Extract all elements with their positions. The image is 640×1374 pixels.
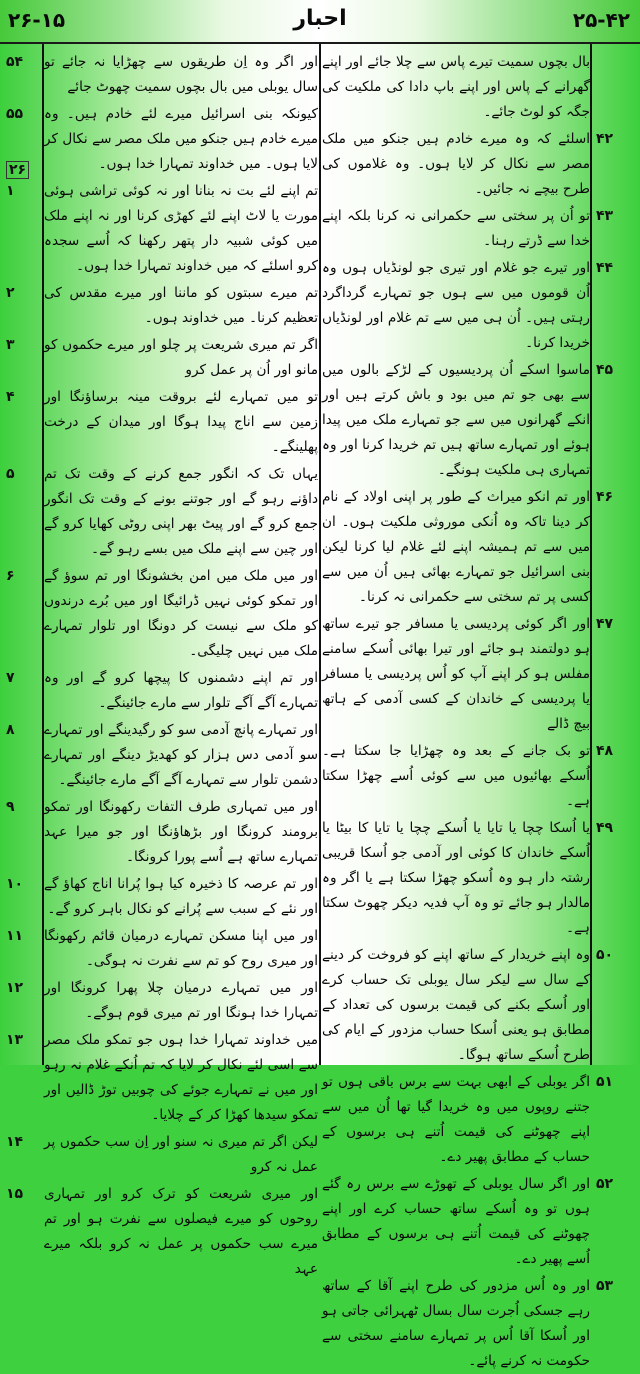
verse-number: ۱۴ [6,1134,24,1150]
verse-text: یہاں تک کہ انگور جمع کرنے کے وقت تک تم داؤنے رہو گے اور جوتنے بونے کے وقت تک انگور جمع کرو گے اور پیٹ بھر اپنی روٹی کھایا کرو گے اور چین سے اپنے ملک میں بسے رہو گے۔ [44,466,318,557]
verse-text: اور میں اپنا مسکن تمہارے درمیان قائم رکھونگا اور میری روح کو تم سے نفرت نہ ہوگی۔ [44,928,318,969]
verse-text: اور تم اپنے دشمنوں کا پیچھا کرو گے اور وہ تمہارے آگے آگے تلوار سے مارے جائینگے۔ [44,670,318,711]
verse-number: ۵۱ [596,1074,614,1090]
verse-number: ۴۹ [596,820,614,836]
verse-text: بال بچوں سمیت تیرے پاس سے چلا جائے اور اپنے گھرانے کے پاس اور اپنے باپ دادا کی ملکیت کی جگہ کو لوٹ جائے۔ [322,54,590,120]
verse-number: ۱ [6,183,15,199]
verse-number: ۷ [6,670,15,686]
chapter-number: ۲۶ [6,161,29,179]
verse-number: ۴۸ [596,743,614,759]
verse-text: اور میری شریعت کو ترک کرو اور تمہاری روحوں کو میرے فیصلوں سے نفرت ہو اور تم میرے سب حکموں پر عمل نہ کرو بلکہ میرے عہد [44,1186,318,1277]
verse-text: ماسوا اسکے اُن پردیسیوں کے لڑکے بالوں میں سے بھی جو تم میں بود و باش کرتے ہیں اور انکے گھرانوں میں سے جو تمہارے ملک میں پیدا ہوئے اور تمہارے ساتھ ہیں تم خریدا کرنا اور وہ تمہاری ہی ملکیت ہونگے۔ [322,362,590,478]
verse-number: ۴۲ [596,131,614,147]
verse-number: ۱۵ [6,1186,24,1202]
verse-text: اور تم انکو میراث کے طور پر اپنی اولاد کے نام کر دینا تاکہ وہ اُنکی موروثی ملکیت ہوں۔ ان میں سے تم ہمیشہ اپنے لئے غلام لیا کرنا لیکن بنی اسرائیل جو تمہارے بھائی ہیں اُن میں سے کسی پر تم سختی سے حکمرانی نہ کرنا۔ [322,489,590,605]
verse-text: اور میں تمہاری طرف التفات رکھونگا اور تمکو برومند کرونگا اور بڑھاؤنگا اور جو میرا عہد تمہارے ساتھ ہے اُسے پورا کرونگا۔ [44,799,318,865]
verse-text: اور تمہارے پانچ آدمی سو کو رگیدینگے اور تمہارے سو آدمی دس ہزار کو کھدیڑ دینگے اور تمہارے دشمن تلوار سے تمہارے آگے آگے مارے جائینگے۔ [44,722,318,788]
verse-gutter-right [590,44,640,1294]
verse-text: اور تم عرصہ کا ذخیرہ کیا ہوا پُرانا اناج کھاؤ گے اور نئے کے سبب سے پُرانے کو نکال باہر کرو گے۔ [44,876,318,917]
verse-text: اور وہ اُس مزدور کی طرح اپنے آقا کے ساتھ رہے جسکی اُجرت سال بسال ٹھہرائی جاتی ہو اور اُسکا آقا اُس پر تمہارے سامنے سختی سے حکومت نہ کرنے پائے۔ [322,1278,590,1369]
verse-number: ۶ [6,568,15,584]
page-number-right: ۲۵-۴۲ [572,8,630,32]
verse-text: تم میرے سبتوں کو ماننا اور میرے مقدس کی تعظیم کرنا۔ میں خداوند ہوں۔ [44,285,318,326]
verse-number: ۸ [6,722,15,738]
verse-number: ۴۵ [596,362,614,378]
verse-number: ۵ [6,466,15,482]
verse-text: اور میں تمہارے درمیان چلا پھرا کرونگا اور تمہارا خدا ہونگا اور تم میری قوم ہوگے۔ [44,980,318,1021]
book-title: احبار [293,6,347,31]
verse-text: میں خداوند تمہارا خدا ہوں جو تمکو ملک مصر سے اسی لئے نکال کر لایا کہ تم اُنکے غلام نہ رہو اور میں نے تمہارے جوئے کی چوبیں توڑ ڈالیں اور تمکو سیدھا کھڑا کر کے چلایا۔ [44,1032,318,1123]
verse-number: ۴۷ [596,616,614,632]
verse-text: اور میں ملک میں امن بخشونگا اور تم سوؤ گے اور تمکو کوئی نہیں ڈرائیگا اور میں بُرے درندوں کو ملک سے نیست کر دونگا اور تلوار تمہارے ملک میں نہیں چلیگی۔ [44,568,318,659]
verse-number: ۵۲ [596,1176,614,1192]
verse-text: اور اگر وہ اِن طریقوں سے چھڑایا نہ جائے تو سال یوبلی میں بال بچوں سمیت چھوٹ جائے [44,54,318,95]
verse-text: کیونکہ بنی اسرائیل میرے لئے خادم ہیں۔ وہ میرے خادم ہیں جنکو میں ملک مصر سے نکال کر لایا ہوں۔ میں خداوند تمہارا خدا ہوں۔ [44,106,318,172]
verse-number: ۱۰ [6,876,24,892]
verse-text: تو اُن پر سختی سے حکمرانی نہ کرنا بلکہ اپنے خدا سے ڈرتے رہنا۔ [322,208,590,249]
verse-gutter-left [0,44,44,1202]
verse-number: ۵۵ [6,106,24,122]
text-column-left [44,50,318,1277]
verse-text: تو بک جانے کے بعد وہ چھڑایا جا سکتا ہے۔ اُسکے بھائیوں میں سے کوئی اُسے چھڑا سکتا ہے۔ [322,743,590,809]
verse-text: اگر تم میری شریعت پر چلو اور میرے حکموں کو مانو اور اُن پر عمل کرو [44,337,318,378]
verse-text: تم اپنے لئے بت نہ بنانا اور نہ کوئی تراشی ہوئی مورت یا لاٹ اپنے لئے کھڑی کرنا اور نہ اپنے ملک میں کوئی شبیہ دار پتھر رکھنا کہ اُسے سجدہ کرو اسلئے کہ میں خداوند تمہارا خدا ہوں۔ [44,183,318,274]
verse-number: ۱۳ [6,1032,24,1048]
verse-text: اسلئے کہ وہ میرے خادم ہیں جنکو میں ملک مصر سے نکال کر لایا ہوں۔ وہ غلاموں کی طرح بیچے نہ جائیں۔ [322,131,590,197]
verse-number: ۹ [6,799,15,815]
verse-number: ۳ [6,337,15,353]
verse-number: ۱۱ [6,928,24,944]
verse-number: ۵۳ [596,1278,614,1294]
column-rule-center [319,44,321,1065]
verse-number: ۴۴ [596,260,614,276]
text-column-right [322,50,590,1369]
verse-text: لیکن اگر تم میری نہ سنو اور اِن سب حکموں پر عمل نہ کرو [44,1134,318,1175]
verse-number: ۴۳ [596,208,614,224]
page-body [0,44,640,1369]
verse-number: ۲ [6,285,15,301]
page-header [0,0,640,44]
verse-text: یا اُسکا چچا یا تایا یا اُسکے چچا یا تایا کا بیٹا یا اُسکے خاندان کا کوئی اور آدمی جو اُسکا قریبی رشتہ دار ہو وہ اُسکو چھڑا سکتا ہے یا اگر وہ مالدار ہو جائے تو وہ آپ فدیہ دیکر چھوٹ سکتا ہے۔ [322,820,590,936]
verse-text: وہ اپنے خریدار کے ساتھ اپنے کو فروخت کر دینے کے سال سے لیکر سال یوبلی تک حساب کرے اور اُسکے بکنے کی قیمت برسوں کی تعداد کے مطابق ہو یعنی اُسکا حساب مزدور کے ایام کی طرح اُسکے ساتھ ہوگا۔ [322,947,590,1063]
verse-text: اور اگر کوئی پردیسی یا مسافر جو تیرے ساتھ ہو دولتمند ہو جائے اور تیرا بھائی اُسکے سامنے مفلس ہو کر اپنے آپ کو اُس پردیسی یا مسافر یا پردیسی کے خاندان کے کسی آدمی کے ہاتھ بیچ ڈالے [322,616,590,732]
verse-text: تو میں تمہارے لئے بروقت مینہ برساؤنگا اور زمین سے اناج پیدا ہوگا اور میدان کے درخت پھلینگے۔ [44,389,318,455]
verse-number: ۵۴ [6,54,24,70]
verse-text: اور اگر سال یوبلی کے تھوڑے سے برس رہ گئے ہوں تو وہ اُسکے ساتھ حساب کرے اور اپنے چھوٹنے کی قیمت اُتنے ہی برسوں کے مطابق اُسے پھیر دے۔ [322,1176,590,1267]
verse-number: ۴۶ [596,489,614,505]
page-number-left: ۲۶-۱۵ [8,8,66,32]
verse-number: ۵۰ [596,947,614,963]
verse-text: اور تیرے جو غلام اور تیری جو لونڈیاں ہوں وہ اُن قوموں میں سے ہوں جو تمہارے گرداگرد رہتی ہیں۔ اُن ہی میں سے تم غلام اور لونڈیاں خریدا کرنا۔ [322,260,590,351]
verse-text: اگر یوبلی کے ابھی بہت سے برس باقی ہوں تو جتنے روپوں میں وہ خریدا گیا تھا اُن میں سے اپنے چھوٹنے کی قیمت اُتنے ہی برسوں کے حساب کے مطابق پھیر دے۔ [322,1074,590,1165]
verse-number: ۴ [6,389,15,405]
verse-number: ۱۲ [6,980,24,996]
